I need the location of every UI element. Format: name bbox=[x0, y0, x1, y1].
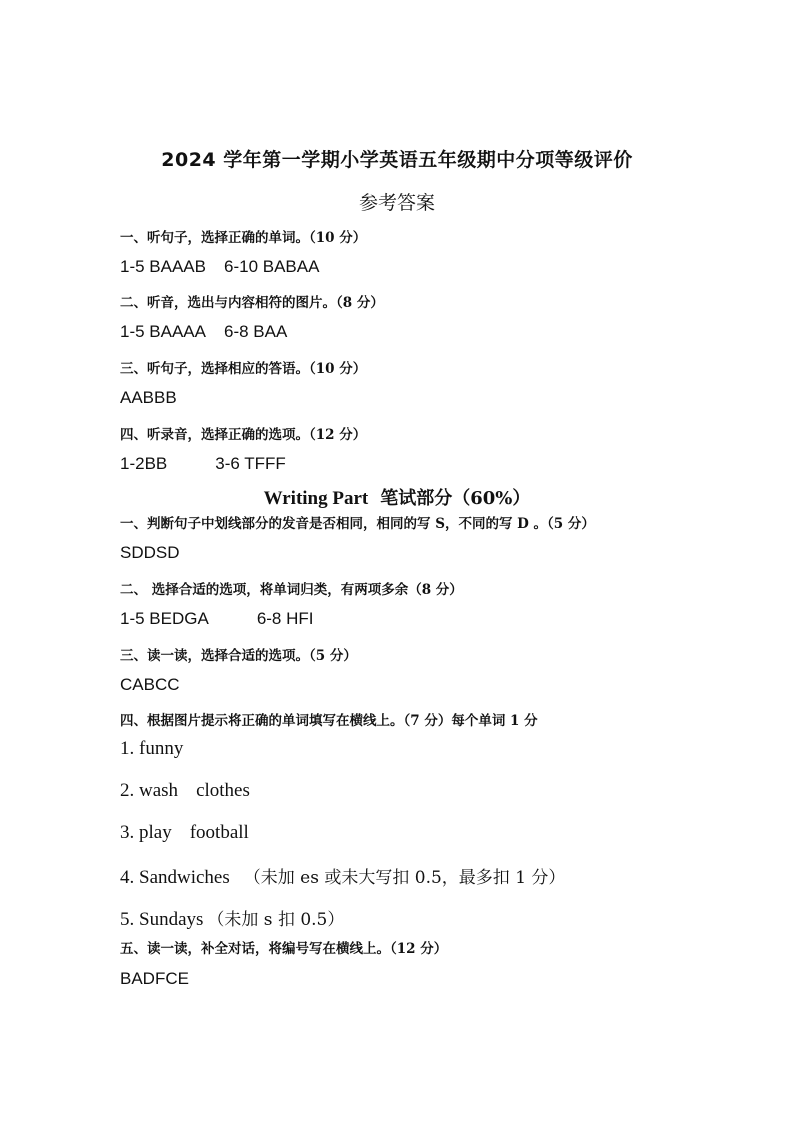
item-note: （未加 s 扣 0.5） bbox=[207, 910, 345, 930]
listening-answer-2 bbox=[120, 322, 287, 342]
item-word: funny bbox=[139, 738, 184, 759]
listening-question-3: 三、听句子，选择相应的答语。（10 分） bbox=[120, 361, 367, 377]
item-number: 5. bbox=[120, 909, 135, 930]
answer-range-b: 6-10 BABAA bbox=[224, 257, 320, 276]
writing-question-2: 二、 选择合适的选项，将单词归类，有两项多余（8 分） bbox=[120, 582, 463, 598]
q4-item-3 bbox=[120, 822, 249, 844]
writing-question-5: 五、读一读，补全对话，将编号写在横线上。（12 分） bbox=[120, 941, 448, 957]
answer-range-b: 6-8 BAA bbox=[224, 322, 288, 341]
item-note: （未加 es 或未大写扣 0.5，最多扣 1 分） bbox=[243, 868, 566, 888]
answer-range-b: 3-6 TFFF bbox=[215, 454, 286, 473]
q4-item-5 bbox=[120, 905, 344, 931]
answer-range-a: AABBB bbox=[120, 388, 177, 407]
writing-question-4: 四、根据图片提示将正确的单词填写在横线上。（7 分）每个单词 1 分 bbox=[120, 713, 538, 729]
page-title: 2024 学年第一学期小学英语五年级期中分项等级评价 bbox=[161, 149, 633, 171]
listening-answer-4 bbox=[120, 454, 286, 474]
answer-range-a: 1-5 BAAAB bbox=[120, 257, 206, 276]
writing-question-3: 三、读一读，选择合适的选项。（5 分） bbox=[120, 648, 357, 664]
item-number: 4. bbox=[120, 867, 135, 888]
page-subtitle: 参考答案 bbox=[358, 192, 435, 214]
listening-answer-1 bbox=[120, 257, 319, 277]
listening-question-2: 二、听音，选出与内容相符的图片。（8 分） bbox=[120, 295, 384, 311]
answer-range-a: 1-2BB bbox=[120, 454, 168, 473]
writing-part-cn: 笔试部分（60%） bbox=[380, 488, 531, 509]
listening-answer-3 bbox=[120, 388, 177, 408]
writing-answer-1 bbox=[120, 543, 180, 563]
answer-range-a: CABCC bbox=[120, 675, 180, 694]
writing-answer-2 bbox=[120, 609, 314, 629]
writing-answer-5: BADFCE bbox=[120, 969, 189, 988]
answer-range-a: 1-5 BEDGA bbox=[120, 609, 209, 628]
item-number: 3. bbox=[120, 822, 135, 843]
item-number: 1. bbox=[120, 738, 135, 759]
writing-part-en: Writing Part bbox=[263, 488, 369, 509]
q4-item-4 bbox=[120, 863, 565, 889]
writing-part-header bbox=[0, 484, 794, 510]
answer-range-a: SDDSD bbox=[120, 543, 180, 562]
answer-range-b: 6-8 HFI bbox=[256, 609, 314, 628]
item-word-2: clothes bbox=[196, 780, 250, 801]
listening-question-4: 四、听录音，选择正确的选项。（12 分） bbox=[120, 427, 367, 443]
writing-answer-3 bbox=[120, 675, 180, 695]
q4-item-1 bbox=[120, 738, 183, 760]
q4-item-2 bbox=[120, 780, 250, 802]
item-word: Sandwiches bbox=[139, 867, 230, 888]
item-word: play bbox=[139, 822, 172, 843]
writing-question-1: 一、判断句子中划线部分的发音是否相同，相同的写 S，不同的写 D 。（5 分） bbox=[120, 516, 595, 532]
item-word: Sundays bbox=[139, 909, 204, 930]
item-word: wash bbox=[139, 780, 179, 801]
item-word-2: football bbox=[189, 822, 249, 843]
listening-question-1: 一、听句子，选择正确的单词。（10 分） bbox=[120, 230, 367, 246]
item-number: 2. bbox=[120, 780, 135, 801]
answer-range-a: 1-5 BAAAA bbox=[120, 322, 206, 341]
